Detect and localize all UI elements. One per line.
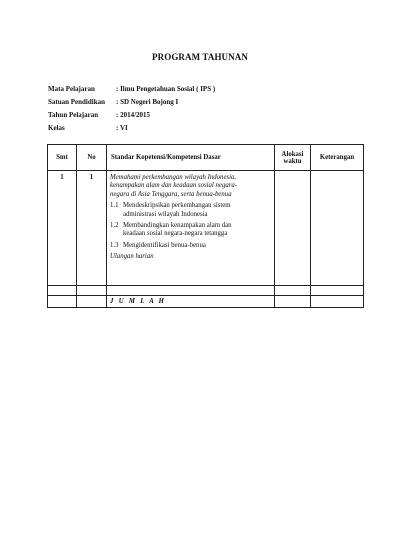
kd-line: administrasi wilayah Indonesia	[123, 210, 208, 218]
table-row	[48, 171, 364, 286]
standar-line: negara di Asia Tenggara, serta benua-benua	[110, 190, 232, 198]
cell-standar	[107, 171, 275, 286]
cell-alokasi-waktu	[275, 171, 311, 286]
meta-row-tahun-pelajaran	[48, 108, 215, 121]
header-standar: Standar Kopetensi/Kompetensi Dasar	[107, 145, 275, 171]
meta-label: Tahun Pelajaran	[48, 110, 99, 119]
ulangan-harian: Ulangan harian	[110, 253, 154, 261]
table-header-row	[48, 145, 364, 171]
cell-empty	[48, 286, 77, 296]
kompetensi-dasar-item	[110, 242, 270, 250]
header-alokasi-line-2: waktu	[283, 157, 302, 165]
meta-value: : Ilmu Pengetahuan Sosial ( IPS )	[116, 84, 216, 93]
kd-line: Mendeskripsikan perkembangan sistem	[123, 202, 231, 210]
cell-smt: 1	[48, 171, 77, 286]
header-smt: Smt	[48, 145, 77, 171]
standar-line: Memahami perkembangan wilayah Indonesia,	[110, 174, 237, 181]
header-alokasi-waktu	[275, 145, 311, 171]
table-total-row	[48, 296, 364, 308]
kd-number: 1.3	[110, 241, 119, 249]
cell-total-alokasi	[275, 296, 311, 308]
kompetensi-dasar-item	[110, 222, 270, 239]
header-alokasi-line-1: Alokasi	[281, 150, 304, 158]
meta-value: : SD Negeri Bojong I	[116, 97, 179, 106]
meta-value: : 2014/2015	[116, 110, 151, 119]
program-table	[47, 144, 364, 308]
page-title: PROGRAM TAHUNAN	[152, 52, 248, 62]
meta-info	[48, 82, 215, 135]
table-row-empty	[48, 286, 364, 296]
kd-text	[123, 242, 270, 250]
meta-value: : VI	[116, 124, 128, 133]
meta-row-mata-pelajaran	[48, 82, 215, 95]
kd-number: 1.1	[110, 202, 119, 210]
kompetensi-dasar-item	[110, 202, 270, 219]
kd-number: 1.2	[110, 222, 119, 230]
meta-row-satuan-pendidikan	[48, 95, 215, 108]
cell-empty	[77, 286, 107, 296]
kd-line: Membandingkan kenampakan alam dan	[123, 222, 232, 230]
meta-label: Mata Pelajaran	[48, 84, 95, 93]
cell-empty	[107, 286, 275, 296]
kd-text	[123, 222, 270, 239]
header-keterangan: Keterangan	[311, 145, 364, 171]
header-no: No	[77, 145, 107, 171]
meta-row-kelas	[48, 122, 215, 135]
kd-line: keadaan sosial negara-negara tetangga	[123, 230, 228, 238]
cell-empty	[275, 286, 311, 296]
cell-empty	[48, 296, 77, 308]
kd-text	[123, 202, 270, 219]
kd-line: Mengidentifikasi benua-benua	[123, 241, 206, 249]
cell-empty	[311, 286, 364, 296]
standar-line: kenampakan alam dan keadaan sosial negara-	[110, 182, 238, 190]
total-label: J U M L A H	[107, 296, 275, 308]
cell-no: 1	[77, 171, 107, 286]
cell-keterangan	[311, 171, 364, 286]
meta-label: Satuan Pendidikan	[48, 97, 105, 106]
cell-empty	[77, 296, 107, 308]
standar-kompetensi	[110, 174, 270, 199]
meta-label: Kelas	[48, 124, 65, 133]
cell-empty	[311, 296, 364, 308]
